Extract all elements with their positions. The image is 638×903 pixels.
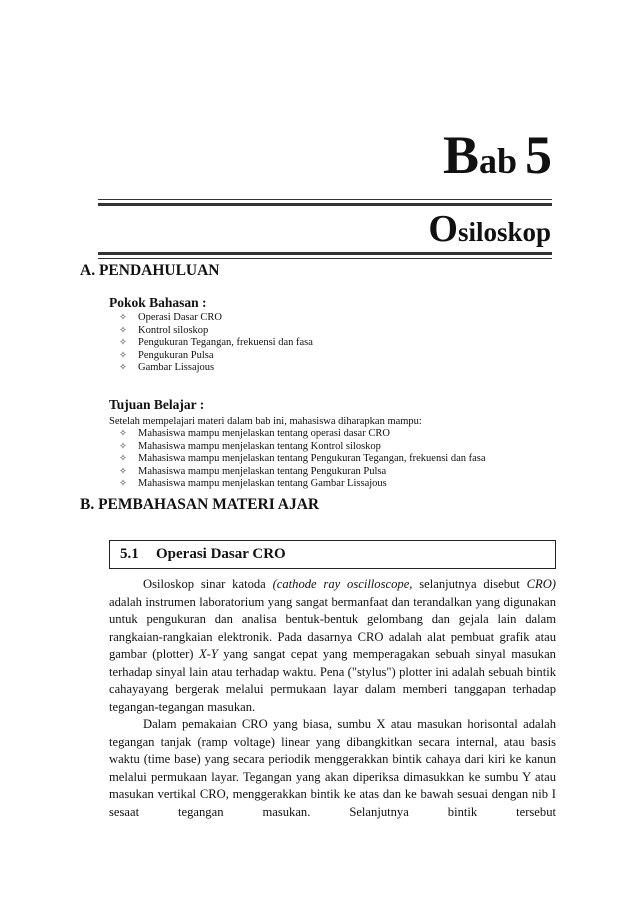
- list-item: [119, 350, 313, 363]
- list-item-text: Pengukuran Pulsa: [138, 349, 214, 361]
- list-item-text: Mahasiswa mampu menjelaskan tentang operasi dasar CRO: [138, 428, 390, 439]
- list-item-text: Kontrol siloskop: [138, 324, 209, 336]
- list-item: [119, 466, 486, 479]
- pokok-bahasan-heading: Pokok Bahasan :: [109, 295, 207, 310]
- list-item-text: Gambar Lissajous: [138, 362, 215, 374]
- title-rule-thin: [98, 258, 552, 259]
- section-a-heading: A. PENDAHULUAN: [80, 262, 220, 279]
- list-item: [119, 337, 313, 350]
- list-item-text: Pengukuran Tegangan, frekuensi dan fasa: [138, 337, 313, 349]
- chapter-number: 5: [525, 125, 552, 185]
- paragraph-text: selanjutnya disebut: [412, 577, 527, 591]
- subsection-number: 5.1: [120, 546, 139, 562]
- diamond-bullet-icon: ✧: [119, 428, 127, 439]
- diamond-bullet-icon: ✧: [119, 312, 127, 323]
- list-item: [119, 312, 313, 325]
- subsection-title: Operasi Dasar CRO: [156, 546, 286, 562]
- chapter-bab-rest: ab: [478, 141, 517, 181]
- paragraph-text: yang sangat cepat yang memperagakan sebuah sinyal masukan terhadap sinyal lain atau terhadap waktu. Pena ("stylus") plotter ini adalah sebuah bintik cahayayang bergerak melalui permukaan layar dalam memberi tanggapan terhadap tegangan-tegangan masukan.: [109, 647, 556, 714]
- diamond-bullet-icon: ✧: [119, 349, 127, 361]
- paragraph-text: adalah instrumen laboratorium yang sangat bermanfaat dan terandalkan yang digunakan untuk pengukuran dan analisa bentuk-bentuk gelombang dan gejala lain dalam rangkaian-rangkaian elektronik. Pada dasarnya CRO adalah alat pembuat grafik atau gambar (plotter): [109, 594, 556, 661]
- list-item: [119, 453, 486, 466]
- paragraph-italic: X-Y: [198, 647, 218, 661]
- list-item-text: Mahasiswa mampu menjelaskan tentang Kontrol siloskop: [138, 440, 381, 452]
- section-b-heading: B. PEMBAHASAN MATERI AJAR: [80, 496, 320, 513]
- list-item: [119, 428, 486, 441]
- diamond-bullet-icon: ✧: [119, 324, 127, 336]
- list-item: [119, 362, 313, 375]
- diamond-bullet-icon: ✧: [119, 453, 127, 465]
- list-item-text: Mahasiswa mampu menjelaskan tentang Pengukuran Tegangan, frekuensi dan fasa: [138, 453, 486, 465]
- pokok-bahasan-list: [119, 312, 313, 375]
- header-rule-thin: [98, 199, 552, 200]
- paragraph-italic: (cathode ray oscilloscope,: [272, 577, 413, 591]
- list-item-text: Mahasiswa mampu menjelaskan tentang Gambar Lissajous: [138, 478, 387, 490]
- chapter-heading: [0, 125, 552, 185]
- paragraph-text: Osiloskop sinar katoda: [143, 577, 273, 591]
- body-text: [109, 576, 556, 821]
- diamond-bullet-icon: ✧: [119, 362, 127, 374]
- diamond-bullet-icon: ✧: [119, 465, 127, 477]
- diamond-bullet-icon: ✧: [119, 337, 127, 349]
- list-item: [119, 478, 486, 491]
- tujuan-intro: Setelah mempelajari materi dalam bab ini, mahasiswa diharapkan mampu:: [109, 416, 422, 427]
- list-item: [119, 325, 313, 338]
- chapter-bab-initial: B: [442, 125, 479, 185]
- diamond-bullet-icon: ✧: [119, 440, 127, 452]
- tujuan-belajar-list: [119, 428, 486, 491]
- list-item-text: Mahasiswa mampu menjelaskan tentang Pengukuran Pulsa: [138, 465, 387, 477]
- title-rule-thick: [98, 252, 552, 255]
- diamond-bullet-icon: ✧: [119, 478, 127, 490]
- chapter-title-initial: O: [428, 208, 458, 250]
- list-item-text: Operasi Dasar CRO: [138, 312, 222, 323]
- paragraph-1: [109, 576, 556, 716]
- tujuan-belajar-heading: Tujuan Belajar :: [109, 397, 205, 412]
- subsection-title-box: [109, 540, 556, 569]
- paragraph-italic: CRO): [526, 577, 556, 591]
- header-rule-thick: [98, 203, 552, 206]
- chapter-title: [428, 210, 551, 248]
- paragraph-2: Dalam pemakaian CRO yang biasa, sumbu X atau masukan horisontal adalah tegangan tanjak (ramp voltage) linear yang dibangkitkan secara internal, atau basis waktu (time base) yang secara periodik menggerakkan bintik cahaya dari kiri ke kanun melalui permukaan layar. Tegangan yang akan diperiksa dimasukkan ke sumbu Y atau masukan vertikal CRO, menggerakkan bintik ke atas dan ke bawah sesuai dengan nib I sesaat tegangan masukan. Selanjutnya bintik tersebut: [109, 717, 556, 819]
- list-item: [119, 441, 486, 454]
- chapter-title-rest: siloskop: [457, 217, 551, 247]
